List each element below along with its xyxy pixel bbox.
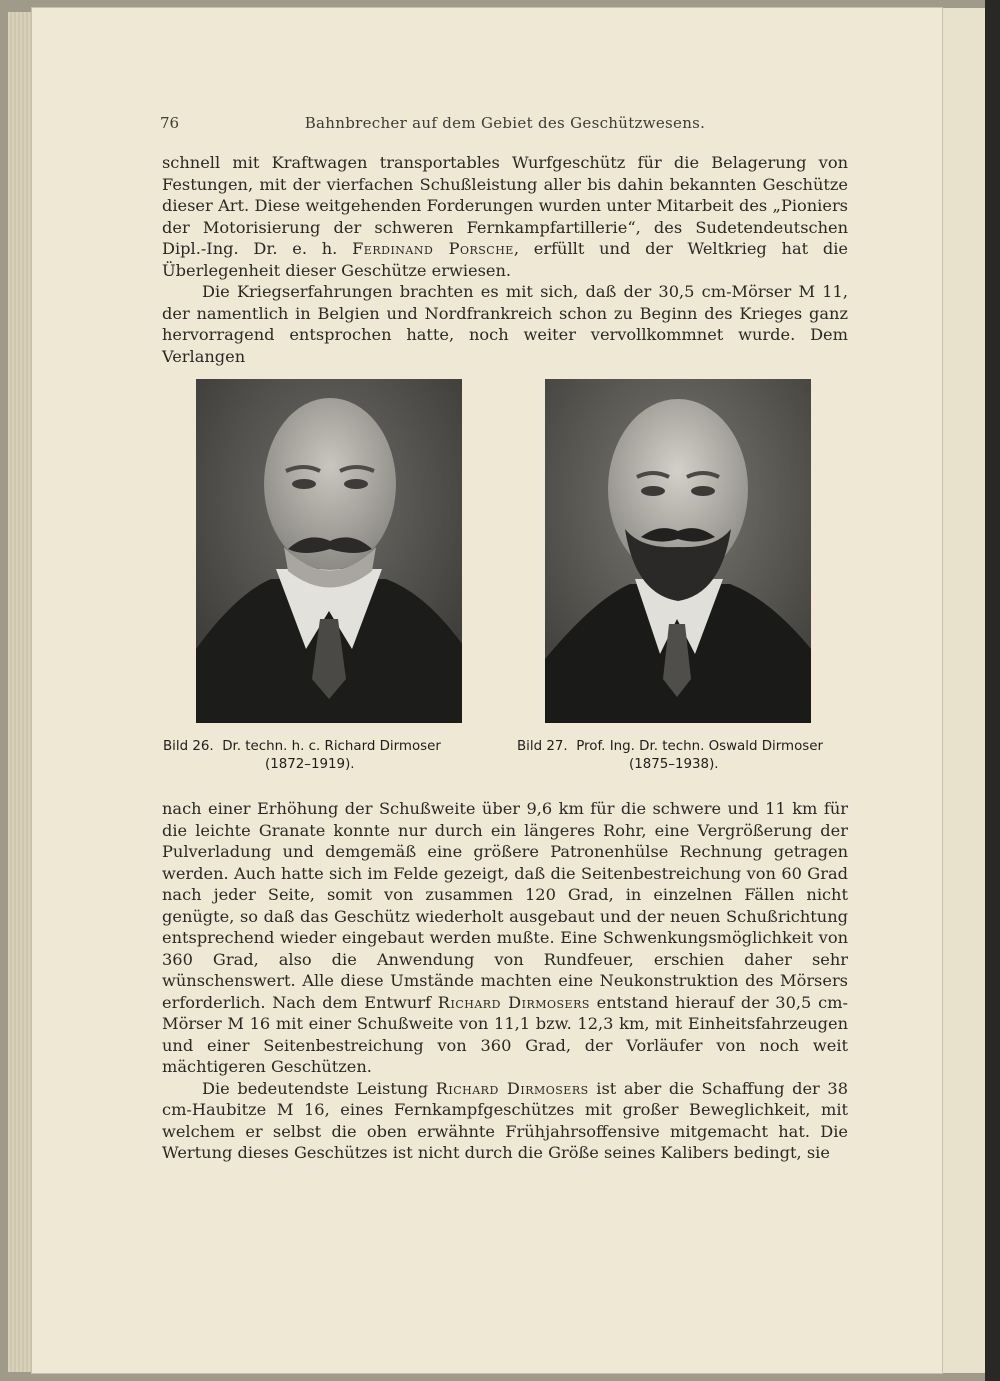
text-block-top xyxy=(162,152,848,367)
text-block-bottom xyxy=(162,798,848,1164)
portrait-richard-dirmoser xyxy=(196,379,462,723)
portrait-oswald-dirmoser xyxy=(545,379,811,723)
paragraph-3 xyxy=(162,798,848,1078)
paragraph-4-text-b: ist aber die Schaffung der 38 cm-Haubitze M 16, eines Fernkampfgeschützes mit großer Beweglichkeit, mit welchem er selbst die oben erwähnte Frühjahrsoffensive mitgemacht hat. Die Wertung dieses Geschützes ist nicht durch die Größe seines Kalibers bedingt, sie xyxy=(162,1078,849,1162)
caption-text: Prof. Ing. Dr. techn. Oswald Dirmoser xyxy=(576,739,823,754)
caption-dates: (1875–1938). xyxy=(629,757,719,772)
paragraph-2: Die Kriegserfahrungen brachten es mit sich, daß der 30,5 cm-Mörser M 11, der namentlich in Belgien und Nordfrankreich schon zu Beginn des Krieges ganz hervorragend entsprochen hatte, noch weiter vervollkommnet wurde. Dem Verlangen xyxy=(162,282,848,366)
caption-text: Dr. techn. h. c. Richard Dirmoser xyxy=(222,739,441,754)
paragraph-1 xyxy=(162,152,848,281)
running-title: Bahnbrecher auf dem Gebiet des Geschützwesens. xyxy=(304,114,706,132)
caption-dates: (1872–1919). xyxy=(265,757,355,772)
caption-bild-26 xyxy=(163,738,503,774)
person-name-porsche: Ferdinand Porsche xyxy=(352,239,514,258)
caption-bild-27 xyxy=(517,738,852,774)
person-name-dirmoser: Richard Dirmosers xyxy=(435,1078,589,1098)
caption-label: Bild 26. xyxy=(163,739,214,754)
person-name-dirmoser: Richard Dirmosers xyxy=(437,992,590,1012)
paragraph-3-text-a: nach einer Erhöhung der Schußweite über 9,6 km für die schwere und 11 km für die leichte Granate konnte nur durch ein längeres Rohr, eine Vergrößerung der Pulverladung und demgemäß eine größere Patronenhülse Rechnung getragen werden. Auch hatte sich im Felde gezeigt, daß die Seitenbestreichung von 60 Grad nach jeder Seite, somit von zusammen 120 Grad, in einzelnen Fällen nicht genügte, so daß das Geschütz wiederholt ausgebaut und der neuen Schußrichtung entsprechend wieder eingebaut werden mußte. Eine Schwenkungsmöglichkeit von 360 Grad, also die Anwendung von Rundfeuer, erschien daher sehr wünschenswert. Alle diese Umstände machten eine Neukonstruktion des Mörsers erforderlich. Nach dem Entwurf xyxy=(162,799,848,1012)
portrait-left-image xyxy=(196,379,462,723)
paragraph-4 xyxy=(162,1078,848,1164)
paragraph-1-text-b: , erfüllt und der Weltkrieg hat die Überlegenheit dieser Geschütze erwiesen. xyxy=(162,239,849,280)
page-number: 76 xyxy=(160,114,180,132)
paragraph-3-text-b: entstand hierauf der 30,5 cm-Mörser M 16 mit einer Schußweite von 11,1 bzw. 12,3 km, mit Einheitsfahrzeugen und einer Seitenbestreichung von 360 Grad, der Vorläufer von noch weit mächtigeren Geschützen. xyxy=(162,992,848,1076)
portrait-right-image xyxy=(545,379,811,723)
scanner-border xyxy=(985,0,1000,1381)
page-edge-stack xyxy=(8,12,34,1372)
caption-label: Bild 27. xyxy=(517,739,568,754)
paragraph-4-text-a: Die bedeutendste Leistung xyxy=(202,1078,436,1098)
running-header xyxy=(160,114,850,136)
paragraph-1-text-a: schnell mit Kraftwagen transportables Wurfgeschütz für die Belagerung von Festungen, mit der vierfachen Schußleistung aller bis dahin bekannten Geschütze dieser Art. Diese weitgehenden Forderungen wurden unter Mitarbeit des „Pioniers der Motorisierung der schweren Fernkampfartillerie“, des Sudetendeutschen Dipl.-Ing. Dr. e. h. xyxy=(162,153,848,258)
